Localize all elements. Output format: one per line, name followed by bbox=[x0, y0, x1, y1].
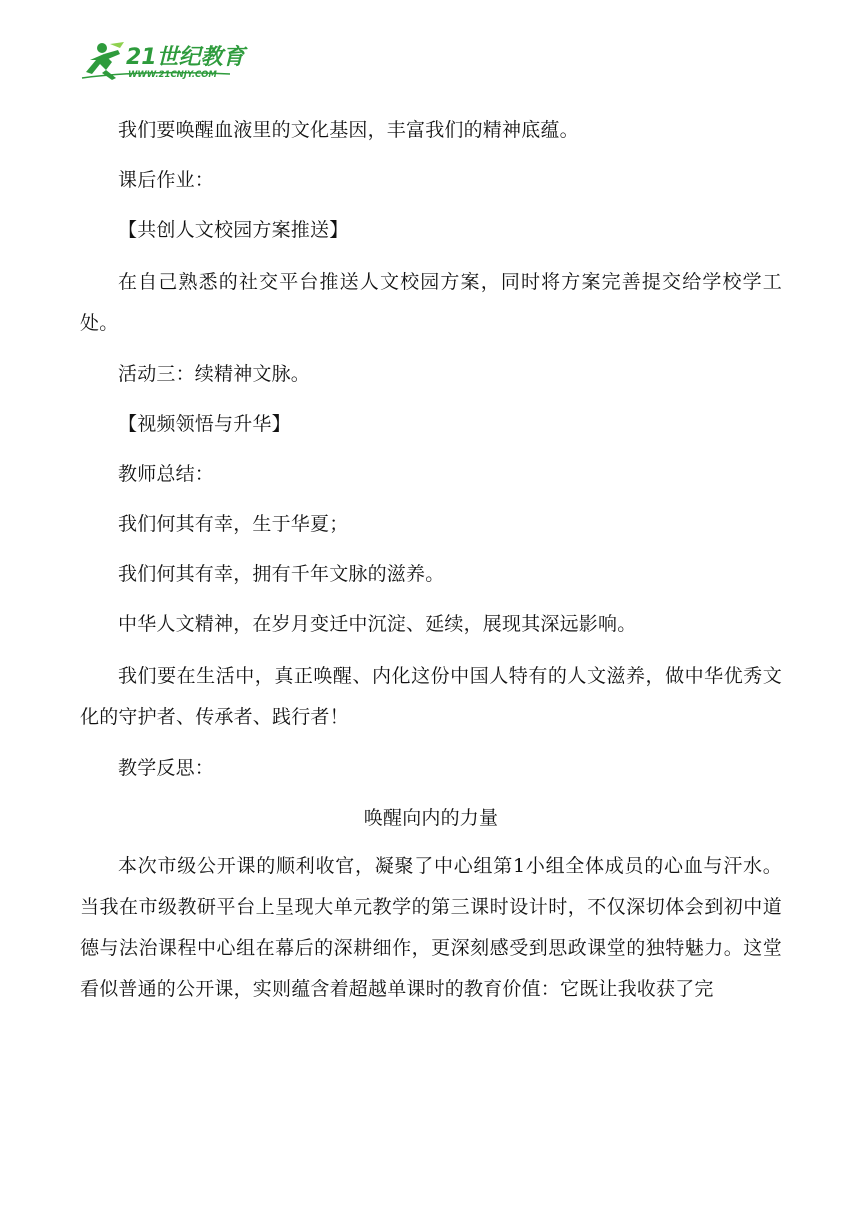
logo-text: 21世纪教育 bbox=[126, 45, 245, 70]
paragraph: 【共创人文校园方案推送】 bbox=[118, 219, 349, 241]
document-body bbox=[80, 112, 782, 1024]
paragraph: 在自己熟悉的社交平台推送人文校园方案，同时将方案完善提交给学校学工处。 bbox=[80, 271, 782, 334]
logo-url-text: WWW.21CNJY.COM bbox=[128, 70, 217, 80]
paragraph: 我们要在生活中，真正唤醒、内化这份中国人特有的人文滋养，做中华优秀文化的守护者、传承者、践行者！ bbox=[80, 665, 782, 728]
paragraph: 课后作业： bbox=[118, 169, 215, 191]
runner-logo-icon bbox=[80, 40, 250, 82]
paragraph: 【视频领悟与升华】 bbox=[118, 413, 291, 435]
reflection-title: 唤醒向内的力量 bbox=[363, 807, 499, 829]
paragraph: 我们要唤醒血液里的文化基因，丰富我们的精神底蕴。 bbox=[118, 119, 579, 141]
paragraph: 教学反思： bbox=[118, 757, 215, 779]
paragraph: 我们何其有幸，生于华夏； bbox=[118, 513, 349, 535]
site-logo bbox=[80, 40, 250, 82]
paragraph: 活动三：续精神文脉。 bbox=[118, 363, 311, 385]
paragraph: 我们何其有幸，拥有千年文脉的滋养。 bbox=[118, 563, 445, 585]
reflection-body: 本次市级公开课的顺利收官，凝聚了中心组第1小组全体成员的心血与汗水。当我在市级教研平台上呈现大单元教学的第三课时设计时，不仅深切体会到初中道德与法治课程中心组在幕后的深耕细作，更深刻感受到思政课堂的独特魅力。这堂看似普通的公开课，实则蕴含着超越单课时的教育价值：它既让我收获了完 bbox=[80, 855, 782, 1000]
paragraph: 教师总结： bbox=[118, 463, 215, 485]
paragraph: 中华人文精神，在岁月变迁中沉淀、延续，展现其深远影响。 bbox=[118, 613, 637, 635]
